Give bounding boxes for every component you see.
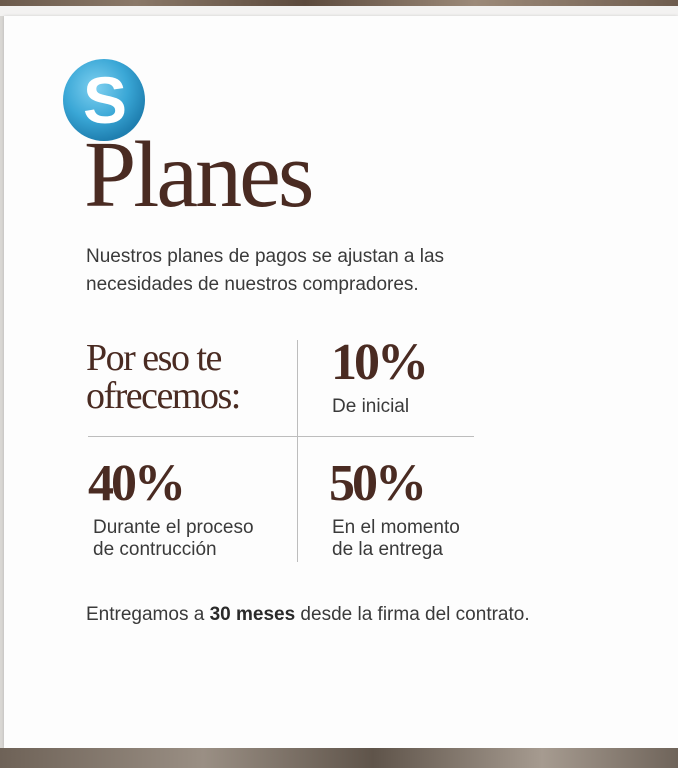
grid-divider-horizontal [88, 436, 474, 437]
page-title: Planes [84, 123, 312, 227]
plan-desc-construction: Durante el proceso de contrucción [93, 517, 254, 560]
logo-letter: S [82, 63, 128, 137]
plan-percent-delivery: 50% [329, 455, 424, 512]
grid-divider-vertical [297, 340, 298, 562]
offer-line-1: Por eso te [86, 337, 221, 379]
intro-line-1: Nuestros planes de pagos se ajustan a las [86, 246, 445, 267]
intro-line-2: necesidades de nuestros compradores. [86, 274, 419, 295]
intro-text [86, 243, 546, 299]
delivery-note: Entregamos a 30 meses desde la firma del contrato. [86, 604, 530, 625]
bottom-photo-strip [0, 748, 678, 768]
plan-percent-initial: 10% [331, 334, 426, 391]
top-photo-strip [0, 0, 678, 16]
plan-desc-initial: De inicial [332, 396, 410, 417]
plan-desc-delivery: En el momento de la entrega [332, 517, 460, 560]
plan-percent-construction: 40% [88, 455, 183, 512]
offer-line-2: ofrecemos: [86, 375, 240, 417]
offer-heading [86, 339, 240, 415]
delivery-months: 30 meses [209, 604, 296, 625]
